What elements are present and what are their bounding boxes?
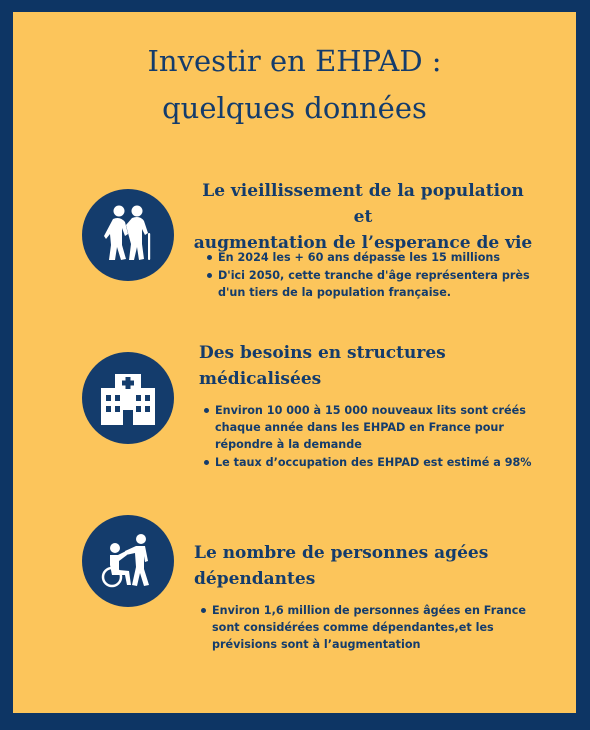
bullet-list-population [206, 249, 551, 302]
bullet-item: Environ 10 000 à 15 000 nouveaux lits sont créés chaque année dans les EHPAD en France pour répondre à la demande [203, 402, 548, 453]
section-heading-population [193, 178, 533, 256]
bullet-item: Le taux d’occupation des EHPAD est estimé a 98% [203, 454, 548, 471]
section-heading-dependency [194, 540, 524, 592]
bullet-item: D'ici 2050, cette tranche d'âge représentera près d'un tiers de la population française. [206, 267, 551, 301]
title-line-2: quelques données [162, 91, 427, 125]
assistance-wheelchair-icon [82, 515, 174, 607]
page-title [13, 38, 576, 132]
heading-line-2: augmentation de l’esperance de vie [193, 233, 533, 253]
elderly-couple-icon [82, 189, 174, 281]
title-line-1: Investir en EHPAD : [147, 44, 442, 78]
bullet-list-dependency [200, 602, 545, 654]
heading-line-1: Le vieillissement de la population et [202, 181, 524, 227]
bullet-item: En 2024 les + 60 ans dépasse les 15 millions [206, 249, 551, 266]
bullet-item: Environ 1,6 million de personnes âgées en France sont considérées comme dépendantes,et les prévisions sont à l’augmentation [200, 602, 545, 653]
heading-line-1: Le nombre de personnes agées [194, 543, 489, 563]
section-heading-structures [199, 340, 529, 392]
bullet-list-structures [203, 402, 548, 472]
hospital-building-icon [82, 352, 174, 444]
infographic-panel [13, 12, 576, 713]
heading-line-2: dépendantes [194, 569, 316, 589]
heading-line-1: Des besoins en structures [199, 343, 446, 363]
heading-line-2: médicalisées [199, 369, 322, 389]
